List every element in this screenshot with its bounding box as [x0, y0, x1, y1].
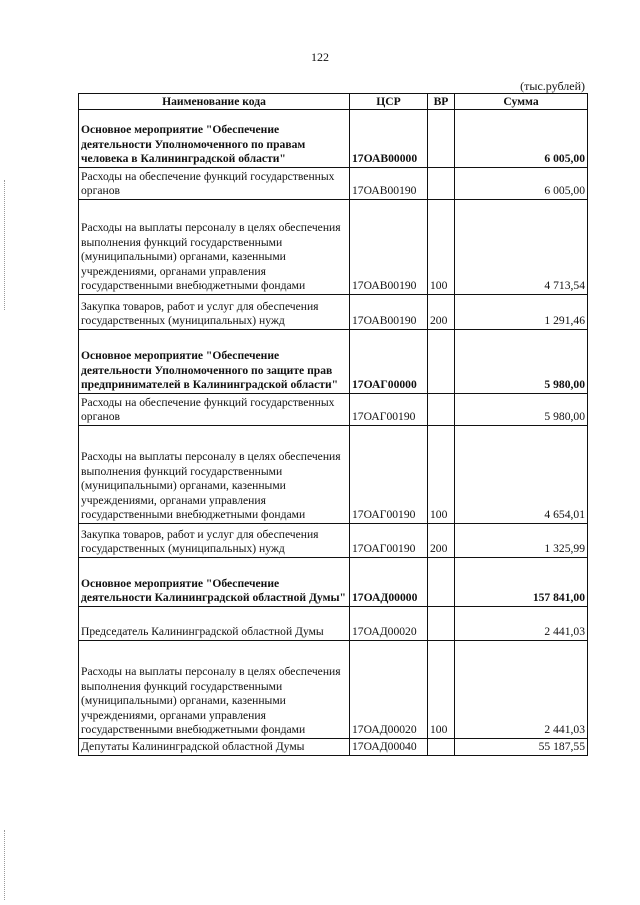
cell-csr: 17ОАВ00190: [350, 200, 428, 295]
cell-vr: 200: [428, 295, 455, 330]
cell-sum: 2 441,03: [455, 641, 588, 739]
table-row: [79, 330, 588, 394]
cell-sum: 6 005,00: [455, 168, 588, 200]
cell-csr: 17ОАГ00190: [350, 426, 428, 524]
cell-csr: 17ОАВ00000: [350, 110, 428, 168]
cell-vr: 100: [428, 426, 455, 524]
cell-csr: 17ОАД00020: [350, 607, 428, 641]
cell-sum: 5 980,00: [455, 330, 588, 394]
cell-name: Расходы на выплаты персоналу в целях обеспечения выполнения функций государственными (муниципальными) органами, казенными учреждениями, органами управления государственными внебюджетными фондами: [79, 426, 350, 524]
cell-sum: 6 005,00: [455, 110, 588, 168]
cell-vr: [428, 607, 455, 641]
cell-vr: 100: [428, 200, 455, 295]
cell-name: Закупка товаров, работ и услуг для обеспечения государственных (муниципальных) нужд: [79, 295, 350, 330]
cell-csr: 17ОАВ00190: [350, 295, 428, 330]
cell-vr: [428, 558, 455, 607]
cell-csr: 17ОАВ00190: [350, 168, 428, 200]
cell-name: Закупка товаров, работ и услуг для обеспечения государственных (муниципальных) нужд: [79, 524, 350, 558]
scan-artifact: [4, 830, 6, 900]
header-vr: ВР: [428, 94, 455, 110]
cell-csr: 17ОАГ00000: [350, 330, 428, 394]
header-name: Наименование кода: [79, 94, 350, 110]
cell-csr: 17ОАГ00190: [350, 524, 428, 558]
cell-sum: 2 441,03: [455, 607, 588, 641]
table-header-row: [79, 94, 588, 110]
cell-vr: [428, 739, 455, 756]
header-sum: Сумма: [455, 94, 588, 110]
cell-sum: 55 187,55: [455, 739, 588, 756]
table-row: [79, 524, 588, 558]
page-number: 122: [311, 50, 329, 64]
table-row: [79, 200, 588, 295]
cell-vr: [428, 394, 455, 426]
cell-name: Основное мероприятие "Обеспечение деятельности Уполномоченного по правам человека в Калининградской области": [79, 110, 350, 168]
cell-name: Основное мероприятие "Обеспечение деятельности Калининградской областной Думы": [79, 558, 350, 607]
cell-name: Расходы на обеспечение функций государственных органов: [79, 394, 350, 426]
cell-vr: 100: [428, 641, 455, 739]
cell-sum: 4 713,54: [455, 200, 588, 295]
cell-csr: 17ОАД00020: [350, 641, 428, 739]
cell-name: Расходы на выплаты персоналу в целях обеспечения выполнения функций государственными (муниципальными) органами, казенными учреждениями, органами управления государственными внебюджетными фондами: [79, 200, 350, 295]
cell-name: Основное мероприятие "Обеспечение деятельности Уполномоченного по защите прав предпринимателей в Калининградской области": [79, 330, 350, 394]
header-csr: ЦСР: [350, 94, 428, 110]
cell-csr: 17ОАД00000: [350, 558, 428, 607]
cell-sum: 4 654,01: [455, 426, 588, 524]
budget-table: [78, 93, 588, 756]
cell-name: Расходы на выплаты персоналу в целях обеспечения выполнения функций государственными (муниципальными) органами, казенными учреждениями, органами управления государственными внебюджетными фондами: [79, 641, 350, 739]
table-row: [79, 607, 588, 641]
table-row: [79, 295, 588, 330]
cell-name: Председатель Калининградской областной Думы: [79, 607, 350, 641]
table-row: [79, 739, 588, 756]
cell-sum: 1 291,46: [455, 295, 588, 330]
units-label: (тыс.рублей): [520, 79, 585, 93]
cell-csr: 17ОАД00040: [350, 739, 428, 756]
table-row: [79, 110, 588, 168]
cell-vr: [428, 168, 455, 200]
cell-name: Расходы на обеспечение функций государственных органов: [79, 168, 350, 200]
cell-vr: [428, 330, 455, 394]
cell-vr: 200: [428, 524, 455, 558]
cell-sum: 157 841,00: [455, 558, 588, 607]
scan-artifact: [4, 180, 6, 310]
table-row: [79, 558, 588, 607]
cell-sum: 5 980,00: [455, 394, 588, 426]
table-row: [79, 426, 588, 524]
cell-vr: [428, 110, 455, 168]
cell-name: Депутаты Калининградской областной Думы: [79, 739, 350, 756]
cell-csr: 17ОАГ00190: [350, 394, 428, 426]
table-row: [79, 394, 588, 426]
table-row: [79, 168, 588, 200]
cell-sum: 1 325,99: [455, 524, 588, 558]
table-row: [79, 641, 588, 739]
